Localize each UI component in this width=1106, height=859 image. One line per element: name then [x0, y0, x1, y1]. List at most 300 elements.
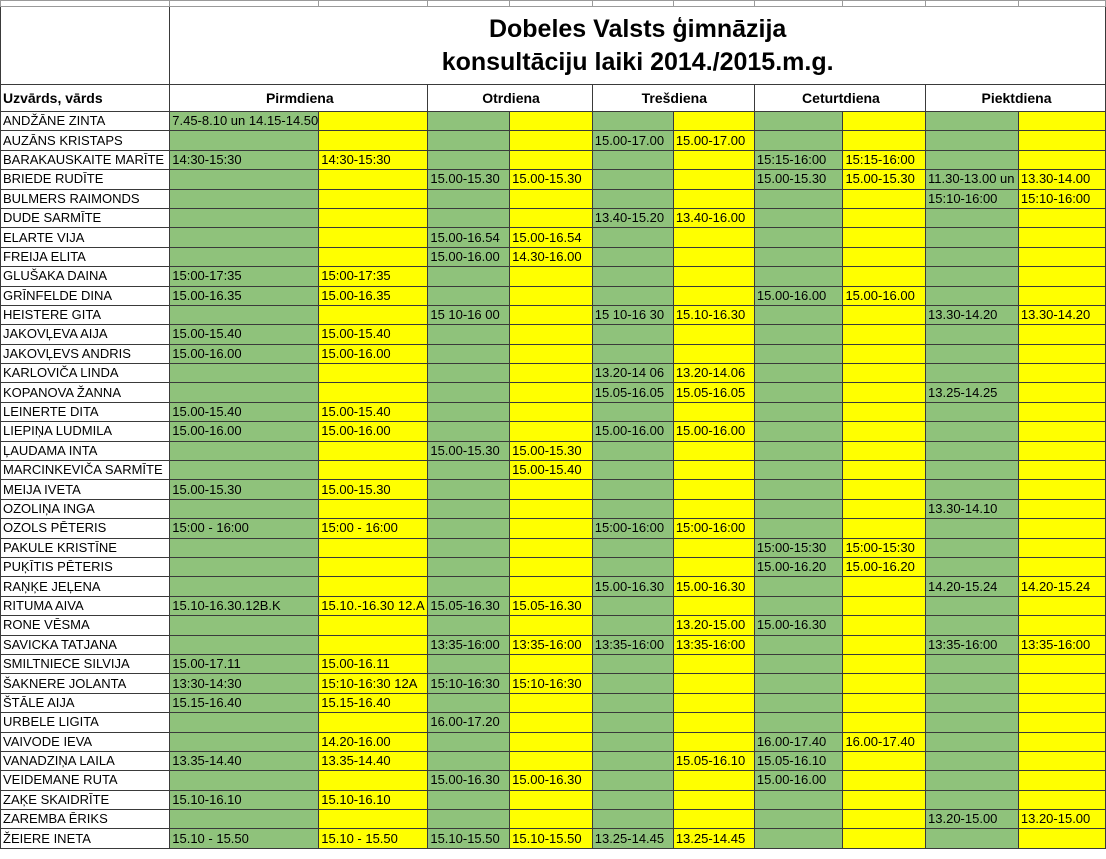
time-cell[interactable] — [926, 208, 1019, 227]
time-cell[interactable] — [673, 461, 754, 480]
time-cell[interactable]: 15.15-16.40 — [319, 693, 428, 712]
time-cell[interactable] — [926, 693, 1019, 712]
time-cell[interactable] — [1018, 480, 1105, 499]
time-cell[interactable] — [926, 247, 1019, 266]
time-cell[interactable] — [510, 112, 593, 131]
teacher-name-cell[interactable]: ZAĶE SKAIDRĪTE — [1, 790, 170, 809]
time-cell[interactable] — [510, 751, 593, 770]
time-cell[interactable] — [754, 228, 843, 247]
time-cell[interactable] — [510, 383, 593, 402]
time-cell[interactable] — [428, 150, 510, 169]
time-cell[interactable] — [428, 538, 510, 557]
time-cell[interactable]: 14.20-15.24 — [926, 577, 1019, 596]
time-cell[interactable]: 15.10-16.10 — [170, 790, 319, 809]
time-cell[interactable] — [754, 461, 843, 480]
time-cell[interactable] — [510, 344, 593, 363]
time-cell[interactable] — [754, 305, 843, 324]
time-cell[interactable] — [673, 771, 754, 790]
time-cell[interactable] — [926, 480, 1019, 499]
time-cell[interactable] — [592, 810, 673, 829]
time-cell[interactable] — [170, 170, 319, 189]
time-cell[interactable] — [754, 790, 843, 809]
time-cell[interactable]: 13:35-16:00 — [673, 635, 754, 654]
page-title[interactable] — [170, 7, 1106, 85]
time-cell[interactable] — [843, 131, 926, 150]
time-cell[interactable] — [1018, 131, 1105, 150]
time-cell[interactable]: 13.20-14.06 — [673, 364, 754, 383]
time-cell[interactable] — [592, 596, 673, 615]
time-cell[interactable]: 15.00-16.20 — [754, 557, 843, 576]
time-cell[interactable] — [926, 441, 1019, 460]
time-cell[interactable] — [592, 286, 673, 305]
teacher-name-cell[interactable]: ANDŽĀNE ZINTA — [1, 112, 170, 131]
time-cell[interactable] — [592, 751, 673, 770]
time-cell[interactable] — [510, 616, 593, 635]
teacher-name-cell[interactable]: OZOLS PĒTERIS — [1, 519, 170, 538]
time-cell[interactable] — [926, 557, 1019, 576]
time-cell[interactable] — [510, 150, 593, 169]
time-cell[interactable] — [673, 325, 754, 344]
time-cell[interactable] — [510, 519, 593, 538]
time-cell[interactable]: 14.30-16.00 — [510, 247, 593, 266]
time-cell[interactable]: 15.00-16.00 — [170, 344, 319, 363]
time-cell[interactable]: 15.00-16.20 — [843, 557, 926, 576]
time-cell[interactable] — [754, 810, 843, 829]
time-cell[interactable] — [428, 112, 510, 131]
time-cell[interactable] — [926, 654, 1019, 673]
time-cell[interactable] — [428, 461, 510, 480]
time-cell[interactable] — [926, 422, 1019, 441]
time-cell[interactable] — [926, 364, 1019, 383]
time-cell[interactable] — [428, 557, 510, 576]
time-cell[interactable] — [170, 538, 319, 557]
time-cell[interactable] — [319, 499, 428, 518]
time-cell[interactable]: 15.00-15.40 — [170, 402, 319, 421]
time-cell[interactable] — [843, 112, 926, 131]
time-cell[interactable]: 13.30-14.20 — [1018, 305, 1105, 324]
title-blank-cell[interactable] — [1, 7, 170, 85]
time-cell[interactable] — [510, 693, 593, 712]
time-cell[interactable] — [926, 461, 1019, 480]
time-cell[interactable] — [1018, 790, 1105, 809]
time-cell[interactable] — [428, 751, 510, 770]
time-cell[interactable]: 13.35-14.40 — [170, 751, 319, 770]
time-cell[interactable] — [673, 499, 754, 518]
time-cell[interactable] — [754, 247, 843, 266]
teacher-name-cell[interactable]: ELARTE VIJA — [1, 228, 170, 247]
time-cell[interactable] — [428, 422, 510, 441]
time-cell[interactable] — [1018, 344, 1105, 363]
time-cell[interactable] — [673, 596, 754, 615]
time-cell[interactable]: 15.00-15.40 — [319, 325, 428, 344]
time-cell[interactable] — [754, 596, 843, 615]
time-cell[interactable] — [319, 383, 428, 402]
time-cell[interactable] — [510, 790, 593, 809]
time-cell[interactable]: 15.00-16.35 — [170, 286, 319, 305]
time-cell[interactable] — [754, 364, 843, 383]
time-cell[interactable] — [926, 751, 1019, 770]
time-cell[interactable] — [843, 519, 926, 538]
time-cell[interactable] — [673, 790, 754, 809]
time-cell[interactable] — [592, 189, 673, 208]
time-cell[interactable] — [754, 383, 843, 402]
time-cell[interactable] — [319, 577, 428, 596]
time-cell[interactable] — [754, 208, 843, 227]
time-cell[interactable]: 13:35-16:00 — [428, 635, 510, 654]
time-cell[interactable] — [592, 480, 673, 499]
time-cell[interactable] — [754, 189, 843, 208]
time-cell[interactable] — [926, 732, 1019, 751]
time-cell[interactable]: 13.40-16.00 — [673, 208, 754, 227]
time-cell[interactable] — [319, 538, 428, 557]
time-cell[interactable] — [1018, 732, 1105, 751]
time-cell[interactable] — [592, 732, 673, 751]
time-cell[interactable] — [319, 228, 428, 247]
time-cell[interactable] — [1018, 693, 1105, 712]
time-cell[interactable] — [319, 771, 428, 790]
time-cell[interactable]: 15:10-16:00 — [1018, 189, 1105, 208]
time-cell[interactable] — [1018, 654, 1105, 673]
teacher-name-cell[interactable]: ĻAUDAMA INTA — [1, 441, 170, 460]
time-cell[interactable]: 15.10-15.50 — [510, 829, 593, 848]
teacher-name-cell[interactable]: PUĶĪTIS PĒTERIS — [1, 557, 170, 576]
time-cell[interactable]: 15.00-16.30 — [673, 577, 754, 596]
time-cell[interactable] — [754, 499, 843, 518]
time-cell[interactable] — [170, 810, 319, 829]
teacher-name-cell[interactable]: OZOLIŅA INGA — [1, 499, 170, 518]
time-cell[interactable] — [1018, 325, 1105, 344]
time-cell[interactable] — [510, 208, 593, 227]
time-cell[interactable]: 15:00 - 16:00 — [170, 519, 319, 538]
time-cell[interactable] — [319, 112, 428, 131]
time-cell[interactable] — [926, 616, 1019, 635]
time-cell[interactable] — [1018, 674, 1105, 693]
time-cell[interactable] — [510, 286, 593, 305]
time-cell[interactable]: 16.00-17.20 — [428, 713, 510, 732]
header-day-monday[interactable]: Pirmdiena — [170, 85, 428, 112]
time-cell[interactable] — [428, 267, 510, 286]
time-cell[interactable]: 15:00-16:00 — [592, 519, 673, 538]
time-cell[interactable] — [1018, 112, 1105, 131]
time-cell[interactable]: 15:15-16:00 — [843, 150, 926, 169]
time-cell[interactable] — [673, 150, 754, 169]
time-cell[interactable] — [673, 480, 754, 499]
time-cell[interactable] — [673, 654, 754, 673]
time-cell[interactable] — [510, 131, 593, 150]
time-cell[interactable]: 15.00-16.30 — [592, 577, 673, 596]
time-cell[interactable]: 13.40-15.20 — [592, 208, 673, 227]
time-cell[interactable] — [673, 732, 754, 751]
teacher-name-cell[interactable]: BRIEDE RUDĪTE — [1, 170, 170, 189]
time-cell[interactable] — [843, 422, 926, 441]
time-cell[interactable] — [843, 693, 926, 712]
time-cell[interactable] — [673, 228, 754, 247]
time-cell[interactable]: 15.05-16.30 — [510, 596, 593, 615]
time-cell[interactable] — [592, 267, 673, 286]
time-cell[interactable] — [754, 577, 843, 596]
time-cell[interactable] — [843, 325, 926, 344]
teacher-name-cell[interactable]: RITUMA AIVA — [1, 596, 170, 615]
time-cell[interactable] — [754, 131, 843, 150]
time-cell[interactable] — [319, 189, 428, 208]
time-cell[interactable]: 15.00-15.30 — [754, 170, 843, 189]
time-cell[interactable] — [510, 810, 593, 829]
time-cell[interactable] — [428, 208, 510, 227]
time-cell[interactable] — [592, 616, 673, 635]
time-cell[interactable] — [926, 713, 1019, 732]
time-cell[interactable] — [510, 713, 593, 732]
time-cell[interactable] — [673, 189, 754, 208]
time-cell[interactable] — [843, 228, 926, 247]
time-cell[interactable] — [170, 364, 319, 383]
time-cell[interactable] — [843, 654, 926, 673]
time-cell[interactable] — [754, 480, 843, 499]
time-cell[interactable] — [843, 441, 926, 460]
time-cell[interactable]: 15.05-16.30 — [428, 596, 510, 615]
time-cell[interactable] — [428, 344, 510, 363]
time-cell[interactable] — [843, 829, 926, 848]
time-cell[interactable]: 13.20-15.00 — [1018, 810, 1105, 829]
time-cell[interactable]: 14.20-15.24 — [1018, 577, 1105, 596]
time-cell[interactable] — [1018, 267, 1105, 286]
time-cell[interactable] — [843, 790, 926, 809]
time-cell[interactable] — [592, 461, 673, 480]
time-cell[interactable]: 15.05-16.05 — [673, 383, 754, 402]
time-cell[interactable] — [754, 713, 843, 732]
time-cell[interactable] — [319, 170, 428, 189]
teacher-name-cell[interactable]: LIEPIŅA LUDMILA — [1, 422, 170, 441]
teacher-name-cell[interactable]: VANADZIŅA LAILA — [1, 751, 170, 770]
time-cell[interactable]: 15.00-16.00 — [319, 422, 428, 441]
time-cell[interactable] — [926, 131, 1019, 150]
time-cell[interactable] — [592, 557, 673, 576]
time-cell[interactable] — [843, 480, 926, 499]
time-cell[interactable] — [926, 150, 1019, 169]
time-cell[interactable] — [428, 499, 510, 518]
time-cell[interactable] — [843, 344, 926, 363]
time-cell[interactable] — [926, 228, 1019, 247]
teacher-name-cell[interactable]: ŽEIERE INETA — [1, 829, 170, 848]
time-cell[interactable] — [673, 693, 754, 712]
time-cell[interactable] — [428, 732, 510, 751]
time-cell[interactable] — [673, 538, 754, 557]
teacher-name-cell[interactable]: KOPANOVA ŽANNA — [1, 383, 170, 402]
teacher-name-cell[interactable]: JAKOVĻEVS ANDRIS — [1, 344, 170, 363]
teacher-name-cell[interactable]: SAVICKA TATJANA — [1, 635, 170, 654]
time-cell[interactable] — [170, 189, 319, 208]
time-cell[interactable]: 13.30-14.00 — [1018, 170, 1105, 189]
time-cell[interactable]: 16.00-17.40 — [843, 732, 926, 751]
time-cell[interactable] — [170, 577, 319, 596]
teacher-name-cell[interactable]: GLUŠAKA DAINA — [1, 267, 170, 286]
time-cell[interactable] — [673, 810, 754, 829]
time-cell[interactable]: 15.05-16.10 — [754, 751, 843, 770]
time-cell[interactable] — [170, 383, 319, 402]
time-cell[interactable]: 15.00-16.00 — [843, 286, 926, 305]
time-cell[interactable] — [926, 286, 1019, 305]
time-cell[interactable] — [428, 286, 510, 305]
header-name-column[interactable]: Uzvārds, vārds — [1, 85, 170, 112]
time-cell[interactable]: 15.10 - 15.50 — [170, 829, 319, 848]
time-cell[interactable] — [754, 422, 843, 441]
time-cell[interactable]: 15.00-15.30 — [843, 170, 926, 189]
header-day-tuesday[interactable]: Otrdiena — [428, 85, 592, 112]
teacher-name-cell[interactable]: RONE VĒSMA — [1, 616, 170, 635]
time-cell[interactable] — [926, 771, 1019, 790]
teacher-name-cell[interactable]: ŠTĀLE AIJA — [1, 693, 170, 712]
time-cell[interactable] — [926, 267, 1019, 286]
time-cell[interactable]: 15:15-16:00 — [754, 150, 843, 169]
time-cell[interactable] — [428, 131, 510, 150]
time-cell[interactable]: 15.10 - 15.50 — [319, 829, 428, 848]
time-cell[interactable] — [592, 247, 673, 266]
time-cell[interactable] — [1018, 499, 1105, 518]
teacher-name-cell[interactable]: HEISTERE GITA — [1, 305, 170, 324]
header-day-thursday[interactable]: Ceturtdiena — [754, 85, 925, 112]
time-cell[interactable] — [170, 441, 319, 460]
time-cell[interactable] — [319, 441, 428, 460]
time-cell[interactable] — [843, 616, 926, 635]
time-cell[interactable] — [926, 402, 1019, 421]
time-cell[interactable] — [510, 364, 593, 383]
time-cell[interactable] — [1018, 751, 1105, 770]
time-cell[interactable] — [428, 810, 510, 829]
time-cell[interactable] — [1018, 208, 1105, 227]
time-cell[interactable] — [843, 810, 926, 829]
time-cell[interactable]: 15.00-15.30 — [510, 441, 593, 460]
header-day-wednesday[interactable]: Trešdiena — [592, 85, 754, 112]
time-cell[interactable] — [843, 674, 926, 693]
time-cell[interactable] — [673, 112, 754, 131]
time-cell[interactable] — [428, 577, 510, 596]
time-cell[interactable] — [926, 790, 1019, 809]
time-cell[interactable] — [1018, 228, 1105, 247]
time-cell[interactable] — [843, 771, 926, 790]
time-cell[interactable]: 15.00-15.30 — [428, 170, 510, 189]
time-cell[interactable] — [510, 732, 593, 751]
time-cell[interactable]: 15:00-16:00 — [673, 519, 754, 538]
time-cell[interactable] — [843, 461, 926, 480]
time-cell[interactable] — [1018, 247, 1105, 266]
time-cell[interactable] — [592, 771, 673, 790]
time-cell[interactable] — [319, 364, 428, 383]
time-cell[interactable]: 15.00-15.30 — [170, 480, 319, 499]
time-cell[interactable] — [673, 441, 754, 460]
time-cell[interactable] — [1018, 150, 1105, 169]
time-cell[interactable] — [510, 267, 593, 286]
teacher-name-cell[interactable]: LEINERTE DITA — [1, 402, 170, 421]
time-cell[interactable]: 15.00-17.00 — [592, 131, 673, 150]
time-cell[interactable]: 15.00-16.00 — [428, 247, 510, 266]
time-cell[interactable] — [843, 499, 926, 518]
time-cell[interactable]: 14:30-15:30 — [170, 150, 319, 169]
time-cell[interactable]: 15.10-16.10 — [319, 790, 428, 809]
time-cell[interactable] — [428, 616, 510, 635]
time-cell[interactable] — [170, 228, 319, 247]
time-cell[interactable] — [843, 635, 926, 654]
time-cell[interactable]: 15.00-16.11 — [319, 654, 428, 673]
time-cell[interactable] — [428, 790, 510, 809]
time-cell[interactable] — [170, 771, 319, 790]
teacher-name-cell[interactable]: SMILTNIECE SILVIJA — [1, 654, 170, 673]
time-cell[interactable] — [673, 402, 754, 421]
time-cell[interactable] — [510, 499, 593, 518]
time-cell[interactable]: 15.00-16.30 — [754, 616, 843, 635]
time-cell[interactable] — [428, 693, 510, 712]
time-cell[interactable] — [170, 499, 319, 518]
time-cell[interactable] — [754, 674, 843, 693]
time-cell[interactable] — [592, 150, 673, 169]
time-cell[interactable] — [592, 654, 673, 673]
time-cell[interactable] — [1018, 616, 1105, 635]
time-cell[interactable] — [843, 364, 926, 383]
time-cell[interactable] — [170, 557, 319, 576]
time-cell[interactable] — [510, 422, 593, 441]
time-cell[interactable] — [319, 557, 428, 576]
time-cell[interactable]: 14.20-16.00 — [319, 732, 428, 751]
time-cell[interactable] — [510, 538, 593, 557]
time-cell[interactable]: 7.45-8.10 un 14.15-14.50 — [170, 112, 319, 131]
teacher-name-cell[interactable]: MEIJA IVETA — [1, 480, 170, 499]
time-cell[interactable] — [170, 713, 319, 732]
time-cell[interactable] — [843, 596, 926, 615]
time-cell[interactable]: 15:00-17:35 — [319, 267, 428, 286]
time-cell[interactable] — [673, 170, 754, 189]
time-cell[interactable] — [592, 112, 673, 131]
time-cell[interactable] — [319, 461, 428, 480]
time-cell[interactable] — [319, 131, 428, 150]
time-cell[interactable] — [1018, 402, 1105, 421]
time-cell[interactable] — [428, 654, 510, 673]
teacher-name-cell[interactable]: VEIDEMANE RUTA — [1, 771, 170, 790]
time-cell[interactable] — [843, 189, 926, 208]
time-cell[interactable] — [926, 674, 1019, 693]
time-cell[interactable] — [843, 305, 926, 324]
time-cell[interactable] — [319, 247, 428, 266]
teacher-name-cell[interactable]: GRĪNFELDE DINA — [1, 286, 170, 305]
time-cell[interactable]: 13.35-14.40 — [319, 751, 428, 770]
time-cell[interactable] — [843, 208, 926, 227]
teacher-name-cell[interactable]: KARLOVIČA LINDA — [1, 364, 170, 383]
header-day-friday[interactable]: Piektdiena — [926, 85, 1106, 112]
time-cell[interactable]: 13.25-14.25 — [926, 383, 1019, 402]
time-cell[interactable]: 15.00-16.00 — [754, 286, 843, 305]
time-cell[interactable]: 15.10-15.50 — [428, 829, 510, 848]
time-cell[interactable] — [926, 519, 1019, 538]
teacher-name-cell[interactable]: DUDE SARMĪTE — [1, 208, 170, 227]
time-cell[interactable] — [754, 693, 843, 712]
time-cell[interactable] — [754, 344, 843, 363]
time-cell[interactable]: 15:10-16:30 — [428, 674, 510, 693]
teacher-name-cell[interactable]: AUZĀNS KRISTAPS — [1, 131, 170, 150]
time-cell[interactable] — [1018, 441, 1105, 460]
time-cell[interactable]: 15.00-16.00 — [754, 771, 843, 790]
time-cell[interactable] — [319, 810, 428, 829]
time-cell[interactable] — [1018, 538, 1105, 557]
time-cell[interactable] — [754, 112, 843, 131]
time-cell[interactable]: 15.00-15.40 — [319, 402, 428, 421]
time-cell[interactable]: 15:10-16:30 12A — [319, 674, 428, 693]
time-cell[interactable] — [428, 402, 510, 421]
time-cell[interactable]: 16.00-17.40 — [754, 732, 843, 751]
teacher-name-cell[interactable]: ŠAKNERE JOLANTA — [1, 674, 170, 693]
time-cell[interactable] — [754, 441, 843, 460]
time-cell[interactable] — [754, 519, 843, 538]
time-cell[interactable] — [1018, 829, 1105, 848]
time-cell[interactable] — [428, 519, 510, 538]
time-cell[interactable] — [170, 305, 319, 324]
time-cell[interactable] — [926, 344, 1019, 363]
